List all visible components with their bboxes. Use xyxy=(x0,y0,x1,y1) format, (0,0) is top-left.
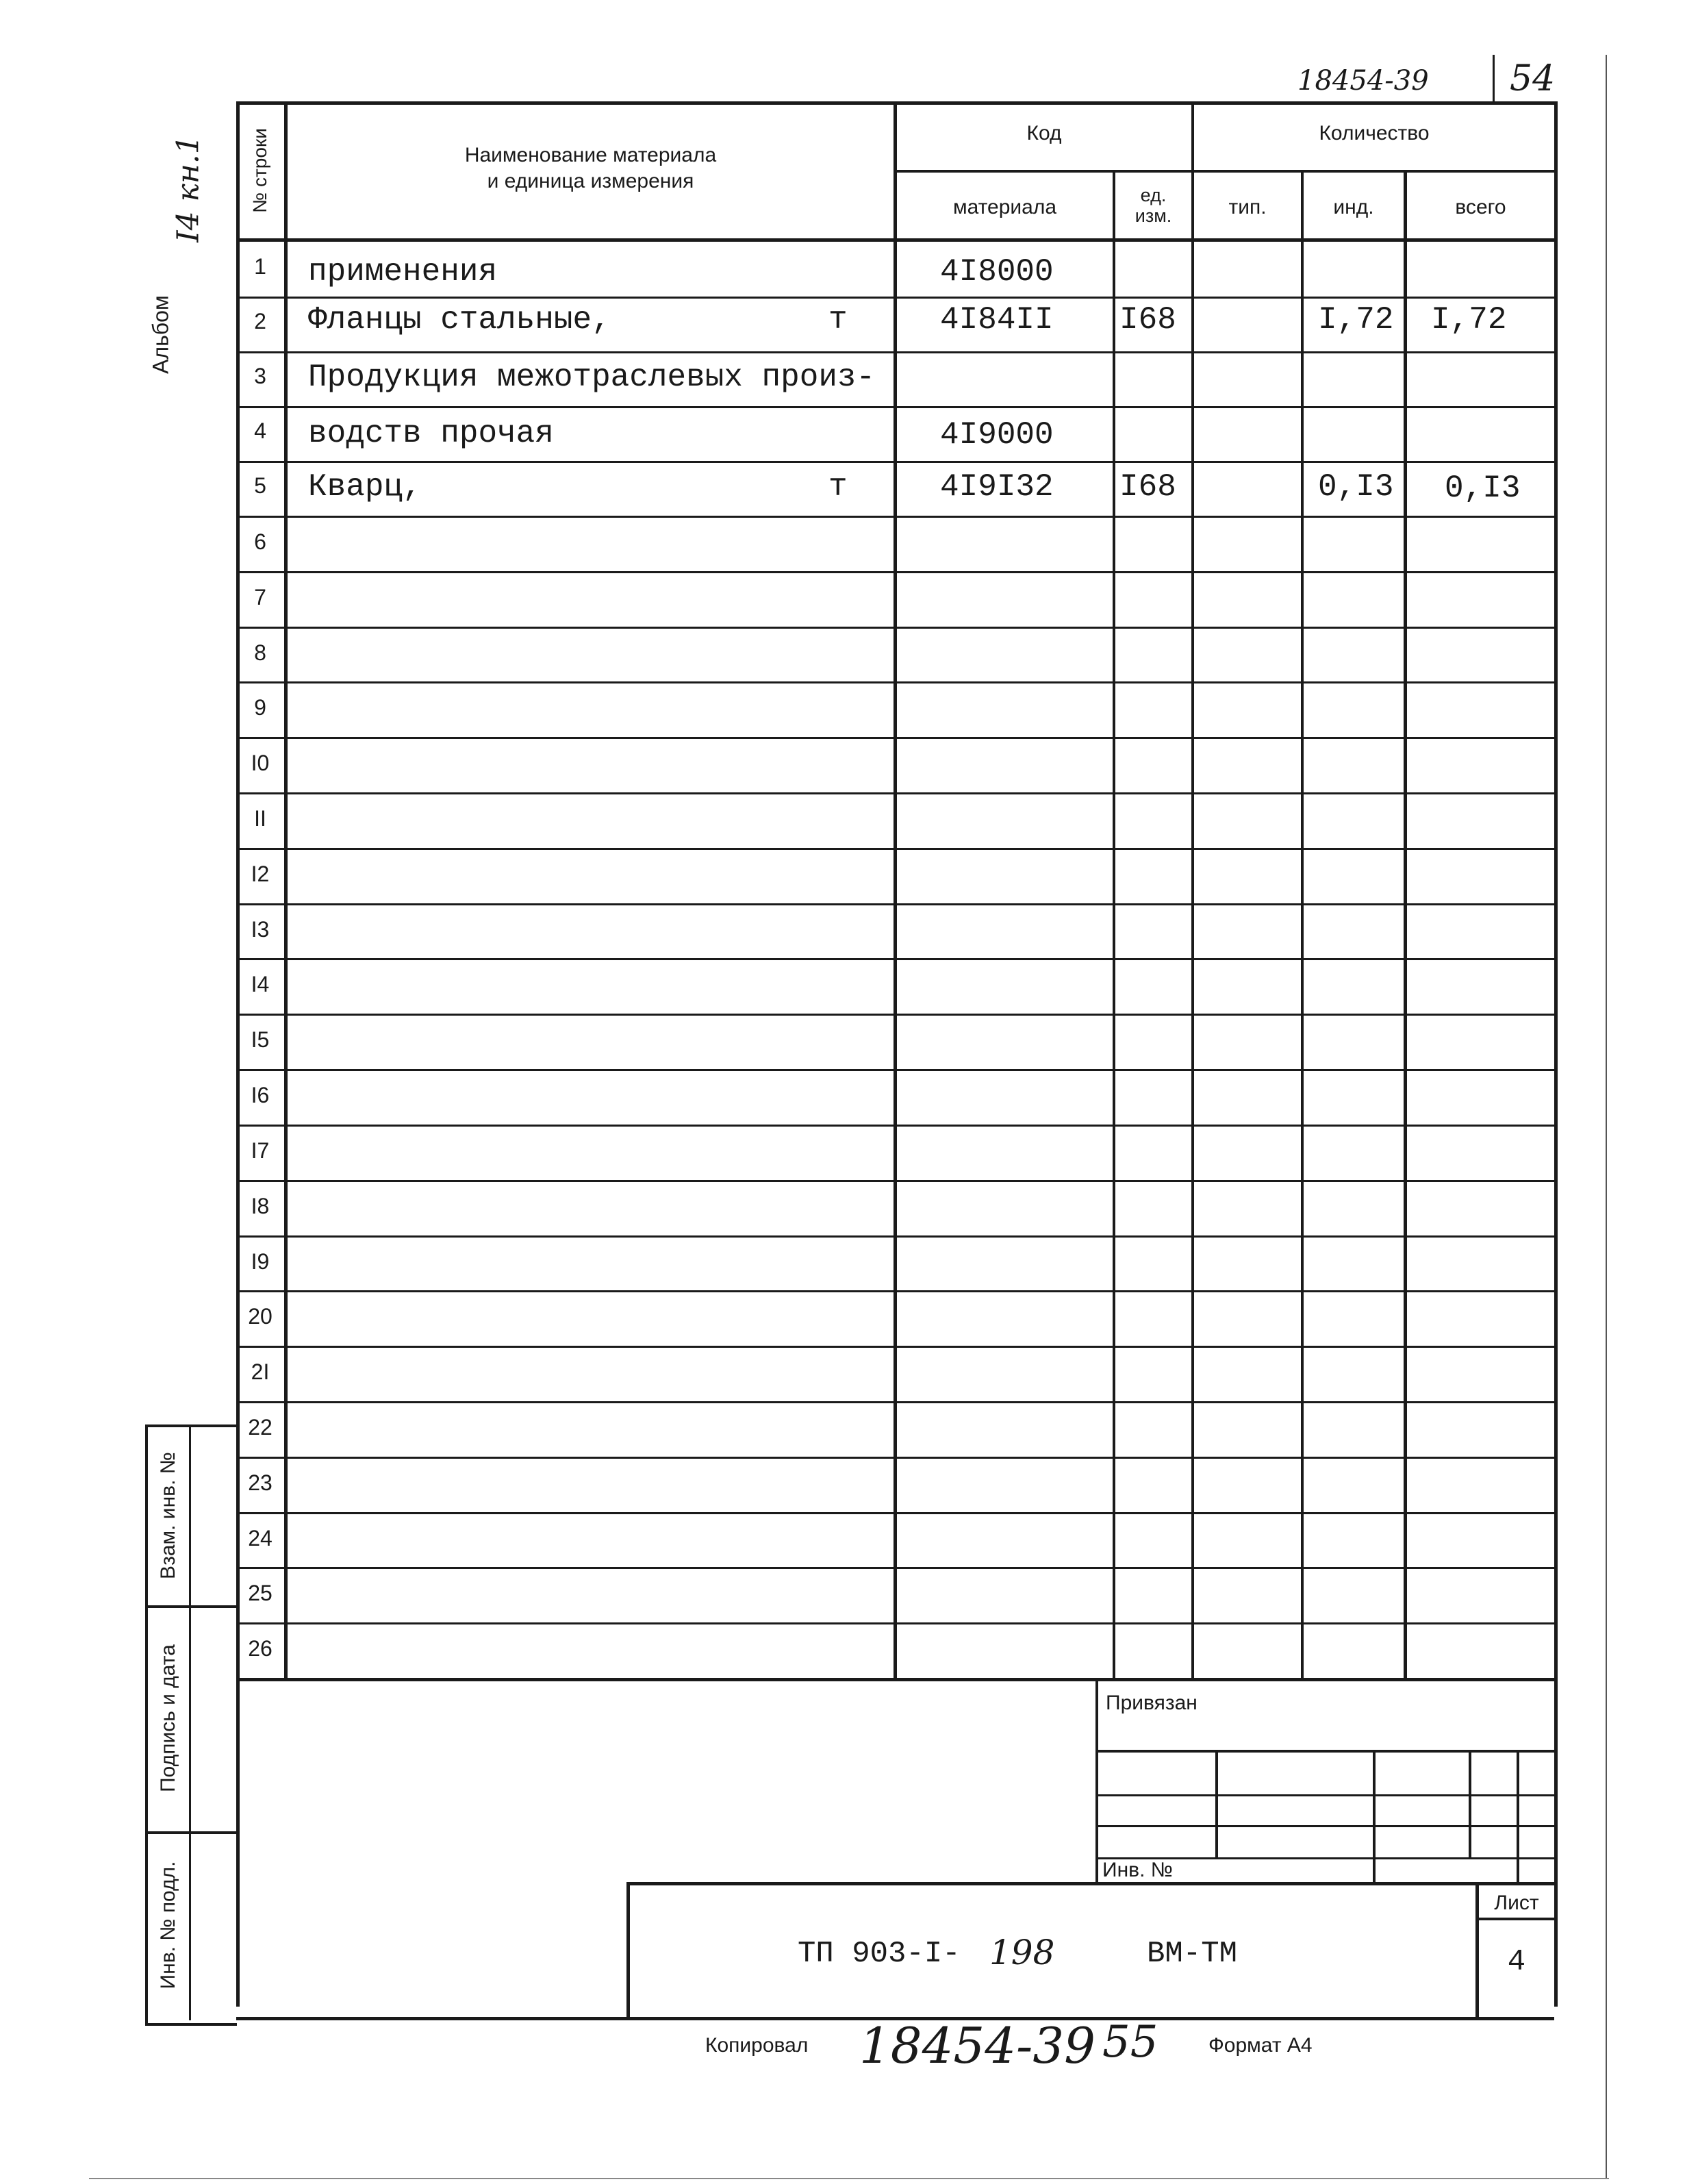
table-row xyxy=(236,1290,1554,1346)
stamp-podpis: Подпись и дата xyxy=(157,1644,179,1792)
table-row xyxy=(236,958,1554,1014)
header-name: Наименование материала xyxy=(464,144,717,166)
header-name-line2: и единица измерения xyxy=(487,170,694,192)
stamp-inv: Инв. № подл. xyxy=(157,1861,179,1990)
mark: ВМ-ТМ xyxy=(1147,1937,1238,1971)
row-number: 23 xyxy=(248,1470,273,1495)
privyazan-label: Привязан xyxy=(1106,1692,1198,1714)
header-code: Код xyxy=(1026,122,1062,145)
table-row xyxy=(236,1567,1554,1622)
table-row xyxy=(236,242,1554,297)
sheet-label: Лист xyxy=(1494,1892,1539,1914)
designation-handwritten: 198 xyxy=(989,1933,1055,1972)
ref-divider xyxy=(1493,55,1495,103)
header-row-no: № строки xyxy=(249,128,270,213)
row-number: 9 xyxy=(254,695,266,720)
copied-value: 18454-39 xyxy=(859,2017,1095,2074)
table-row xyxy=(236,1401,1554,1457)
table-row xyxy=(236,903,1554,959)
row-number: I5 xyxy=(251,1027,270,1052)
stamp-vzam: Взам. инв. № xyxy=(157,1452,179,1579)
row-number: 8 xyxy=(254,640,266,665)
designation: ТП 903-I- xyxy=(798,1937,961,1971)
materials-table xyxy=(236,101,1554,1678)
row-unit: т xyxy=(828,469,848,505)
header-qty-typ: тип. xyxy=(1228,196,1267,218)
table-row xyxy=(236,1014,1554,1069)
table-row xyxy=(236,516,1554,571)
row-code: 4I9000 xyxy=(940,417,1054,453)
header-code-unit-line2: изм. xyxy=(1135,205,1172,226)
row-code: 4I84II xyxy=(940,302,1054,338)
sheet-number: 4 xyxy=(1507,1945,1526,1979)
header-code-material: материала xyxy=(952,196,1057,218)
header-code-unit: ед. xyxy=(1140,185,1167,205)
table-row xyxy=(236,1346,1554,1401)
table-row xyxy=(236,351,1554,406)
row-name: Фланцы стальные, xyxy=(308,302,611,338)
table-row xyxy=(236,1622,1554,1678)
row-qty-ind: I,72 xyxy=(1318,302,1394,338)
row-number: I0 xyxy=(251,751,270,775)
row-number: 22 xyxy=(248,1415,273,1440)
row-unit: т xyxy=(828,302,848,338)
row-qty-total: I,72 xyxy=(1431,302,1507,338)
row-number: 6 xyxy=(254,529,266,554)
scan-edge xyxy=(89,2178,1609,2179)
header-qty-ind: инд. xyxy=(1333,196,1374,218)
row-number: 1 xyxy=(254,254,266,279)
row-number: 25 xyxy=(248,1581,273,1605)
row-number: 26 xyxy=(248,1636,273,1661)
album-value: I4 кн.1 xyxy=(170,135,206,242)
table-row xyxy=(236,1512,1554,1568)
table-row xyxy=(236,681,1554,737)
copied-label: Копировал xyxy=(705,2034,809,2057)
row-number: 2 xyxy=(254,309,266,334)
table-row xyxy=(236,297,1554,351)
table-row xyxy=(236,1180,1554,1235)
row-number: I8 xyxy=(251,1194,270,1218)
header-quantity: Количество xyxy=(1319,122,1430,145)
table-row xyxy=(236,571,1554,627)
table-row xyxy=(236,1069,1554,1125)
row-number: I7 xyxy=(251,1138,270,1163)
inv-no-label: Инв. № xyxy=(1102,1859,1173,1881)
row-number: 5 xyxy=(254,473,266,498)
row-number: 4 xyxy=(254,418,266,443)
row-unit-code: I68 xyxy=(1119,469,1176,505)
row-number: 7 xyxy=(254,585,266,610)
table-row xyxy=(236,1235,1554,1291)
header-qty-total: всего xyxy=(1455,196,1506,218)
row-number: I6 xyxy=(251,1083,270,1107)
sheet-ref-code: 18454-39 xyxy=(1297,65,1429,97)
row-qty-ind: 0,I3 xyxy=(1318,469,1394,505)
row-number: 24 xyxy=(248,1526,273,1551)
row-number: I9 xyxy=(251,1249,270,1274)
row-name: водств прочая xyxy=(308,416,554,451)
album-label: Альбом xyxy=(148,295,173,374)
row-number: 20 xyxy=(248,1304,273,1329)
row-code: 4I8000 xyxy=(940,254,1054,290)
scan-edge-right xyxy=(1606,55,1607,2178)
table-row xyxy=(236,1457,1554,1512)
row-name: Продукция межотраслевых произ- xyxy=(308,360,876,395)
table-row xyxy=(236,461,1554,516)
row-number: I2 xyxy=(251,862,270,886)
copied-extra: 55 xyxy=(1102,2017,1158,2068)
row-name: Кварц, xyxy=(308,469,422,505)
row-code: 4I9I32 xyxy=(940,469,1054,505)
table-row xyxy=(236,406,1554,461)
format-label: Формат А4 xyxy=(1208,2034,1313,2057)
title-block xyxy=(236,1678,1554,2020)
row-unit-code: I68 xyxy=(1119,302,1176,338)
sheet-ref-page: 54 xyxy=(1510,58,1556,99)
table-row xyxy=(236,848,1554,903)
row-number: II xyxy=(254,806,266,831)
row-name: применения xyxy=(308,254,498,290)
row-qty-total: 0,I3 xyxy=(1445,470,1521,506)
row-number: 2I xyxy=(251,1359,270,1384)
row-number: 3 xyxy=(254,364,266,388)
table-row xyxy=(236,792,1554,848)
row-number: I4 xyxy=(251,972,270,996)
row-number: I3 xyxy=(251,917,270,942)
table-row xyxy=(236,1125,1554,1180)
table-row xyxy=(236,627,1554,682)
table-row xyxy=(236,737,1554,792)
side-stamp-column xyxy=(145,1424,237,2026)
album-side-label xyxy=(147,96,209,374)
